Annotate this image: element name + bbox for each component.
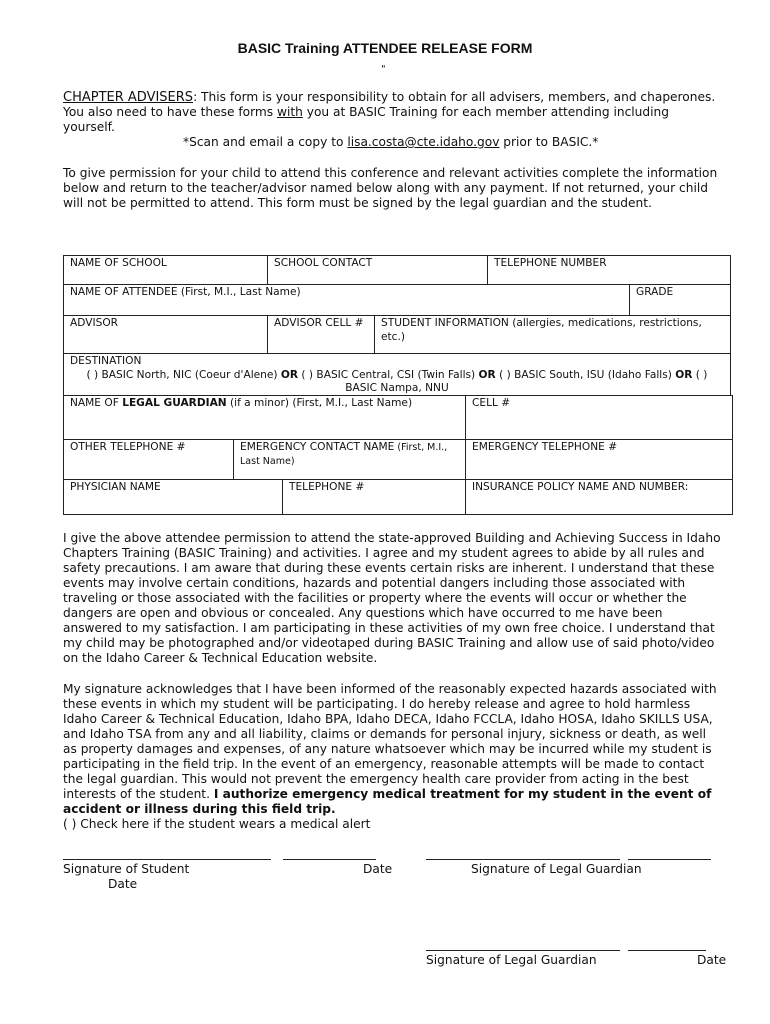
advisers-colon: : [193, 90, 198, 104]
destination-south[interactable]: ( ) BASIC South, ISU (Idaho Falls) [495, 368, 676, 381]
attendee-name-label: NAME OF ATTENDEE (First, M.I., Last Name) [70, 286, 301, 298]
destination-central[interactable]: ( ) BASIC Central, CSI (Twin Falls) [298, 368, 479, 381]
advisers-with: with [277, 105, 303, 119]
emergency-contact-field[interactable] [233, 439, 466, 480]
emergency-telephone-field[interactable] [465, 439, 733, 480]
advisor-cell-label: ADVISOR CELL # [274, 317, 364, 329]
guardian-signature-label-1: Signature of Legal Guardian [471, 862, 642, 876]
advisor-label: ADVISOR [70, 317, 119, 329]
student-info-label: STUDENT INFORMATION (allergies, medications, restrictions, etc.) [381, 317, 702, 343]
telephone-number-field[interactable] [487, 255, 731, 285]
guardian-date-line-2[interactable] [628, 950, 706, 951]
or-1: OR [280, 368, 299, 381]
cell-field[interactable] [465, 395, 733, 440]
signature-paragraph-text: My signature acknowledges that I have been informed of the reasonably expected hazards associated with these events in which my student will be participating. I do hereby release and agree to hold harmless Idaho Career & Technical Education, Idaho BPA, Idaho DECA, Idaho FCCLA, Idaho HOSA, Idaho SKILLS USA, and Idaho TSA from any and all liability, claims or demands for personal injury, sickness or death, as well as property damages and expenses, of any nature whatsoever which may be incurred while my student is participating in the field trip. In the event of an emergency, reasonable attempts will be made to contact the legal guardian. This would not prevent the emergency health care provider from acting in the best interests of the student. [63, 682, 717, 801]
guardian-label-bold: LEGAL GUARDIAN [122, 397, 227, 409]
emergency-telephone-label: EMERGENCY TELEPHONE # [472, 441, 618, 453]
form-title: BASIC Training ATTENDEE RELEASE FORM [237, 40, 533, 56]
destination-options [70, 369, 724, 396]
guardian-signature-line-1[interactable] [426, 859, 620, 860]
or-3: OR [675, 368, 693, 381]
or-2: OR [478, 368, 496, 381]
email-link[interactable]: lisa.costa@cte.idaho.gov [347, 135, 500, 149]
school-contact-label: SCHOOL CONTACT [274, 257, 373, 269]
school-contact-field[interactable] [267, 255, 488, 285]
physician-telephone-label: TELEPHONE # [289, 481, 365, 493]
student-date-label: Date [363, 862, 393, 876]
physician-name-field[interactable] [63, 479, 283, 515]
school-name-label: NAME OF SCHOOL [70, 257, 167, 269]
emergency-contact-label: EMERGENCY CONTACT NAME [240, 441, 395, 453]
scan-suffix: prior to BASIC.* [499, 135, 599, 149]
scan-instruction [183, 135, 723, 150]
guardian-label-suffix: (if a minor) (First, M.I., Last Name) [226, 397, 413, 409]
destination-nampa[interactable]: ( ) BASIC Nampa, NNU [345, 368, 708, 394]
other-telephone-field[interactable] [63, 439, 234, 480]
destination-field [63, 353, 731, 396]
grade-label: GRADE [636, 286, 674, 298]
telephone-number-label: TELEPHONE NUMBER [494, 257, 607, 269]
student-signature-label: Signature of Student [63, 862, 190, 876]
legal-guardian-field[interactable] [63, 395, 466, 440]
release-paragraph: I give the above attendee permission to attend the state-approved Building and Achieving Success in Idaho Chapters Training (BASIC Training) and activities. I agree and my student agrees to abide by all rules and safety precautions. I am aware that during these events certain risks are inherent. I understand that these events may involve certain conditions, hazards and potential dangers including those associated with traveling or those associated with the facilities or property where the events will occur or whether the dangers are open and obvious or concealed. Any questions which have occurred to me have been answered to my satisfaction. I am participating in these activities of my own free choice. I understand that my child may be photographed and/or videotaped during BASIC Training and allow use of said photo/video on the Idaho Career & Technical Education website. [63, 531, 721, 665]
guardian-date-label-1: Date [108, 877, 138, 891]
destination-label: DESTINATION [70, 355, 142, 367]
cell-label: CELL # [472, 397, 511, 409]
guardian-label-prefix: NAME OF [70, 397, 123, 409]
physician-name-label: PHYSICIAN NAME [70, 481, 161, 493]
quote-mark: " [381, 64, 386, 75]
advisers-label: CHAPTER ADVISERS [63, 90, 194, 105]
guardian-signature-label-2: Signature of Legal Guardian [426, 953, 597, 967]
grade-field[interactable] [629, 284, 731, 316]
emergency-contact-sublabel: (First, M.I., Last Name) [240, 442, 448, 467]
signature-paragraph [63, 682, 723, 817]
advisers-paragraph [63, 90, 723, 135]
advisers-text-2: you at BASIC Training for each member attending including yourself. [63, 105, 669, 134]
student-info-field[interactable] [374, 315, 731, 354]
student-signature-line[interactable] [63, 859, 271, 860]
insurance-label: INSURANCE POLICY NAME AND NUMBER: [472, 481, 689, 493]
other-telephone-label: OTHER TELEPHONE # [70, 441, 186, 453]
scan-prefix: *Scan and email a copy to [183, 135, 348, 149]
guardian-signature-line-2[interactable] [426, 950, 620, 951]
guardian-date-line-1[interactable] [628, 859, 711, 860]
advisor-field[interactable] [63, 315, 268, 354]
student-date-line[interactable] [283, 859, 376, 860]
destination-north[interactable]: ( ) BASIC North, NIC (Coeur d'Alene) [86, 368, 281, 381]
physician-telephone-field[interactable] [282, 479, 466, 515]
school-name-field[interactable] [63, 255, 268, 285]
advisers-text-1: This form is your responsibility to obtain for all advisers, members, and chaperones. You also need to have these forms [63, 90, 716, 119]
guardian-date-label-2: Date [697, 953, 727, 967]
insurance-field[interactable] [465, 479, 733, 515]
advisor-cell-field[interactable] [267, 315, 375, 354]
medical-alert-checkbox[interactable]: ( ) Check here if the student wears a medical alert [63, 817, 371, 831]
attendee-name-field[interactable] [63, 284, 630, 316]
permission-paragraph: To give permission for your child to attend this conference and relevant activities complete the information below and return to the teacher/advisor named below along with any payment. If not returned, your child will not be permitted to attend. This form must be signed by the legal guardian and the student. [63, 166, 718, 210]
authorize-treatment: I authorize emergency medical treatment for my student in the event of accident or illness during this field trip. [63, 787, 712, 816]
